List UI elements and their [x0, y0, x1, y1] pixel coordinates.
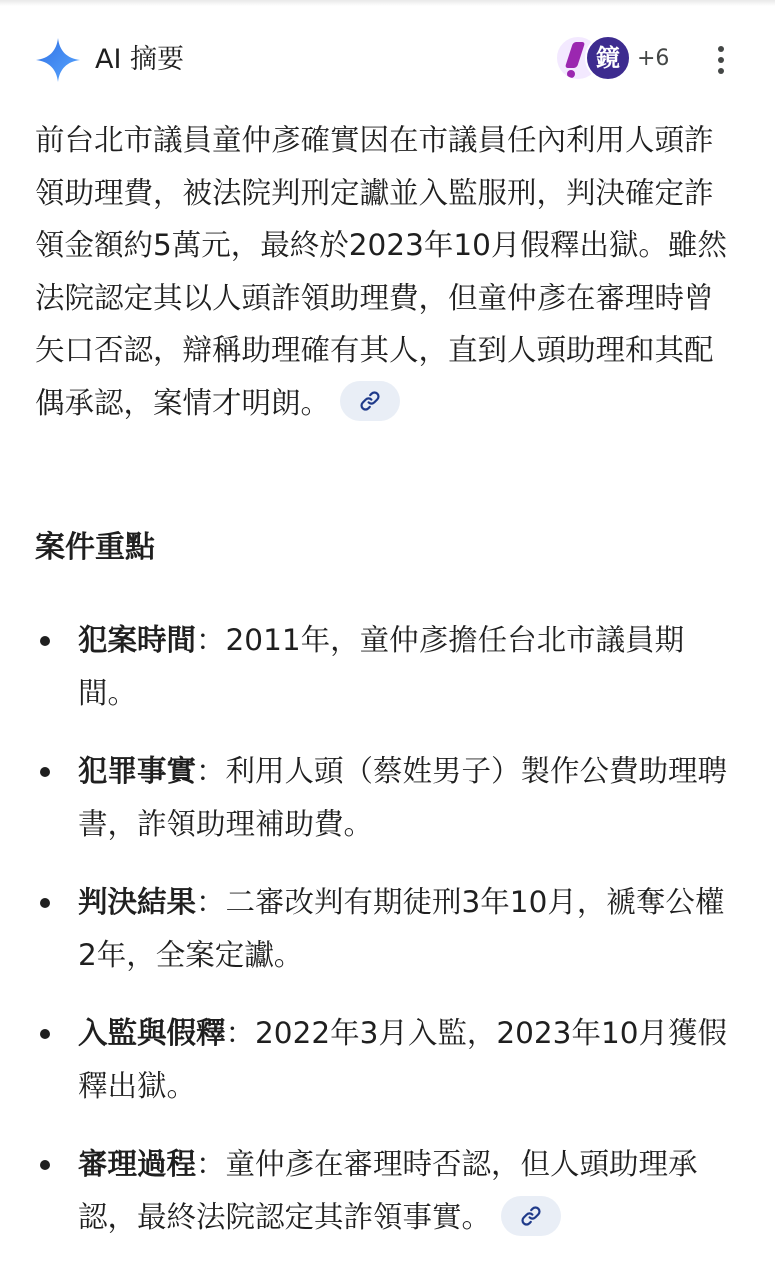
- key-point-verdict: [0, 876, 738, 982]
- key-point-label: 犯案時間: [78, 623, 197, 657]
- link-icon: [519, 1204, 543, 1228]
- more-sources-count[interactable]: +6: [637, 46, 670, 71]
- top-edge: [0, 0, 775, 6]
- key-point-separator: ：: [196, 754, 226, 788]
- key-points-heading: 案件重點: [35, 530, 155, 565]
- key-point-text: 2011年，童仲彥擔任台北市議員期間。: [78, 623, 685, 710]
- bullet: [40, 898, 50, 908]
- source-logo-mirror-glyph: 鏡: [596, 44, 620, 72]
- key-point-crime-time: [0, 614, 738, 720]
- bullet: [40, 636, 50, 646]
- link-icon: [358, 389, 382, 413]
- more-vert-icon[interactable]: [706, 40, 736, 80]
- ai-overview-header: [0, 28, 775, 92]
- key-point-trial-process: [0, 1138, 738, 1244]
- key-point-crime-facts: [0, 745, 738, 851]
- summary-text: 前台北市議員童仲彥確實因在市議員任內利用人頭詐領助理費，被法院判刑定讞並入監服刑，判決確定詐領金額約5萬元，最終於2023年10月假釋出獄。雖然法院認定其以人頭詐領助理費，但童仲彥在審理時曾矢口否認，辯稱助理確有其人，直到人頭助理和其配偶承認，案情才明朗。: [35, 123, 727, 420]
- key-point-prison-parole: [0, 1007, 738, 1113]
- key-point-source-link-button[interactable]: [501, 1196, 561, 1236]
- key-point-separator: ：: [225, 1016, 256, 1050]
- key-point-text: 童仲彥在審理時否認，但人頭助理承認，最終法院認定其詐領事實。: [78, 1147, 698, 1234]
- bullet: [40, 767, 50, 777]
- source-logo-mirror[interactable]: [585, 35, 631, 81]
- key-point-separator: ：: [196, 885, 226, 919]
- key-point-label: 犯罪事實: [78, 754, 197, 788]
- bullet: [40, 1029, 50, 1039]
- key-point-text: 2022年3月入監，2023年10月獲假釋出獄。: [78, 1016, 727, 1103]
- key-points-list: [0, 614, 775, 1269]
- source-avatars[interactable]: [555, 35, 635, 85]
- gemini-sparkle-icon: [34, 36, 82, 84]
- key-point-text: 利用人頭（蔡姓男子）製作公費助理聘書，詐領助理補助費。: [78, 754, 728, 841]
- key-point-label: 判決結果: [78, 885, 197, 919]
- key-point-separator: ：: [196, 1147, 226, 1181]
- summary-source-link-button[interactable]: [340, 381, 400, 421]
- key-point-label: 入監與假釋: [78, 1016, 226, 1050]
- ai-overview-title: AI 摘要: [95, 44, 185, 75]
- summary-paragraph: [35, 114, 735, 429]
- key-point-text: 二審改判有期徒刑3年10月，褫奪公權2年，全案定讞。: [78, 885, 725, 972]
- key-point-label: 審理過程: [78, 1147, 197, 1181]
- key-point-separator: ：: [196, 623, 226, 657]
- bullet: [40, 1160, 50, 1170]
